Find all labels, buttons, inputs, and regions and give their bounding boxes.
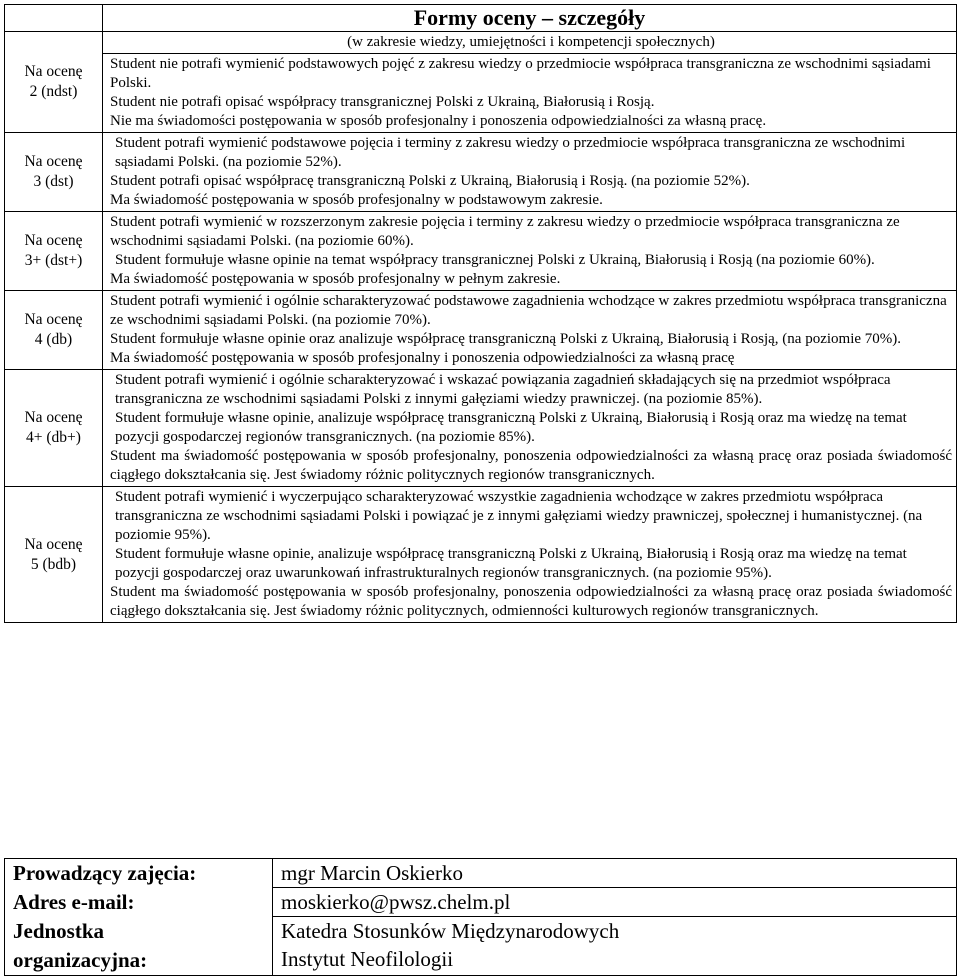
criterion-competence: Nie ma świadomości postępowania w sposób profesjonalny i ponoszenia odpowiedzialności za własną pracę. xyxy=(110,113,767,129)
criterion-knowledge: Student nie potrafi wymienić podstawowych pojęć z zakresu wiedzy o przedmiocie współpraca transgraniczna ze wschodnimi sąsiadami Polski. xyxy=(110,56,931,91)
instructor-email: moskierko@pwsz.chelm.pl xyxy=(273,888,956,917)
criterion-competence: Ma świadomość postępowania w sposób profesjonalny w pełnym zakresie. xyxy=(110,271,561,287)
instructor-label: Prowadzący zajęcia: xyxy=(13,861,197,885)
grade-row-2-desc xyxy=(5,54,957,133)
criterion-skills: Student formułuje własne opinie oraz analizuje współpracę transgraniczną Polski z Ukrainą, Białorusią i Rosją, (na poziomie 70%). xyxy=(110,331,902,347)
grade-row-2 xyxy=(5,32,957,54)
grade-description-2 xyxy=(103,54,957,133)
grade-label-3 xyxy=(5,133,103,212)
criterion-skills: Student formułuje własne opinie, analizuje współpracę transgraniczną Polski z Ukrainą, Białorusią i Rosją oraz ma wiedzę na temat pozycji gospodarczej oraz uwarunkowań infrastrukturalnych regionów transgranicznych. (na poziomie 95%). xyxy=(115,546,907,581)
unit-label-line1: Jednostka xyxy=(13,919,105,943)
grade-row-3plus xyxy=(5,212,957,291)
criterion-skills: Student formułuje własne opinie, analizuje współpracę transgraniczną Polski z Ukrainą, Białorusią i Rosją oraz ma wiedzę na temat pozycji gospodarczej regionów transgranicznych. (na poziomie 85%). xyxy=(115,410,907,445)
grade-label-line2: 4+ (db+) xyxy=(26,429,81,446)
unit-institute: Instytut Neofilologii xyxy=(281,947,454,971)
unit-department: Katedra Stosunków Międzynarodowych xyxy=(281,919,620,943)
criterion-knowledge: Student potrafi wymienić i ogólnie scharakteryzować podstawowe zagadnienia wchodzące w zakres przedmiotu współpraca transgraniczna ze wschodnimi sąsiadami Polski. (na poziomie 70%). xyxy=(110,293,947,328)
grading-criteria-table xyxy=(4,4,957,623)
grade-description-3plus xyxy=(103,212,957,291)
grade-row-3 xyxy=(5,133,957,212)
criterion-knowledge: Student potrafi wymienić i ogólnie scharakteryzować i wskazać powiązania zagadnień składających się na przedmiot współpraca transgraniczna ze wschodnimi sąsiadami Polski z innymi gałęziami wiedzy prawniczej. (na poziomie 85%). xyxy=(115,372,891,407)
criterion-competence: Student ma świadomość postępowania w sposób profesjonalny, ponoszenia odpowiedzialności za własną pracę oraz posiada świadomość ciągłego dokształcania się. Jest świadomy różnic politycznych regionów transgranicznych. xyxy=(110,448,952,483)
grade-label-line2: 3 (dst) xyxy=(33,173,74,190)
course-info-row xyxy=(5,859,957,976)
criterion-skills: Student formułuje własne opinie na temat współpracy transgranicznej Polski z Ukrainą, Białorusią i Rosją (na poziomie 60%). xyxy=(115,252,875,268)
grade-label-line1: Na ocenę xyxy=(24,409,83,426)
grade-label-line1: Na ocenę xyxy=(24,153,83,170)
grade-label-line1: Na ocenę xyxy=(24,63,83,80)
grade-description-3 xyxy=(103,133,957,212)
unit-label-line2: organizacyjna: xyxy=(13,948,148,972)
criterion-knowledge: Student potrafi wymienić w rozszerzonym zakresie pojęcia i terminy z zakresu wiedzy o przedmiocie współpraca transgraniczna ze wschodnimi sąsiadami Polski. (na poziomie 60%). xyxy=(110,214,900,249)
course-info-table xyxy=(4,858,957,976)
title-row xyxy=(5,5,957,32)
title-spacer-cell xyxy=(5,5,103,32)
criterion-competence: Student ma świadomość postępowania w sposób profesjonalny, ponoszenia odpowiedzialności za własną pracę oraz posiada świadomość ciągłego dokształcania się. Jest świadomy różnic politycznych, odmienności kulturowych regionów transgranicznych. xyxy=(110,584,952,619)
grade-description-4 xyxy=(103,291,957,370)
grade-label-line1: Na ocenę xyxy=(24,232,83,249)
criterion-competence: Ma świadomość postępowania w sposób profesjonalny i ponoszenia odpowiedzialności za własną pracę xyxy=(110,350,735,366)
grade-label-2 xyxy=(5,32,103,133)
grade-label-line2: 4 (db) xyxy=(34,331,73,348)
grade-row-4plus xyxy=(5,370,957,487)
grade-label-5 xyxy=(5,487,103,623)
instructor-name: mgr Marcin Oskierko xyxy=(273,859,956,888)
grade-row-4 xyxy=(5,291,957,370)
email-label: Adres e-mail: xyxy=(13,890,135,914)
grade-description-4plus xyxy=(103,370,957,487)
scope-subtitle: (w zakresie wiedzy, umiejętności i kompetencji społecznych) xyxy=(103,32,957,54)
grade-label-line1: Na ocenę xyxy=(24,311,83,328)
grade-label-line2: 3+ (dst+) xyxy=(24,252,83,269)
criterion-skills: Student nie potrafi opisać współpracy transgranicznej Polski z Ukrainą, Białorusią i Rosją. xyxy=(110,94,655,110)
criterion-skills: Student potrafi opisać współpracę transgraniczną Polski z Ukrainą, Białorusią i Rosją. (na poziomie 52%). xyxy=(110,173,750,189)
grade-label-line2: 5 (bdb) xyxy=(30,555,77,573)
course-info-values xyxy=(273,859,957,976)
organizational-unit xyxy=(273,917,956,975)
grade-label-4plus xyxy=(5,370,103,487)
criterion-knowledge: Student potrafi wymienić i wyczerpująco scharakteryzować wszystkie zagadnienia wchodzące w zakres przedmiotu współpraca transgraniczna ze wschodnimi sąsiadami Polski i powiązać je z innymi gałęziami wiedzy prawniczej, społecznej i humanistycznej. (na poziomie 95%). xyxy=(115,489,923,543)
criterion-knowledge: Student potrafi wymienić podstawowe pojęcia i terminy z zakresu wiedzy o przedmiocie współpraca transgraniczna ze wschodnimi sąsiadami Polski. (na poziomie 52%). xyxy=(115,135,906,170)
page-title: Formy oceny – szczegóły xyxy=(103,5,957,32)
criterion-competence: Ma świadomość postępowania w sposób profesjonalny w podstawowym zakresie. xyxy=(110,192,603,208)
grade-label-line2: 2 (ndst) xyxy=(29,83,78,100)
grade-label-3plus xyxy=(5,212,103,291)
grade-label-4 xyxy=(5,291,103,370)
grade-label-line1: Na ocenę xyxy=(24,535,83,553)
grade-row-5 xyxy=(5,487,957,623)
course-info-labels xyxy=(5,859,273,976)
grade-description-5 xyxy=(103,487,957,623)
